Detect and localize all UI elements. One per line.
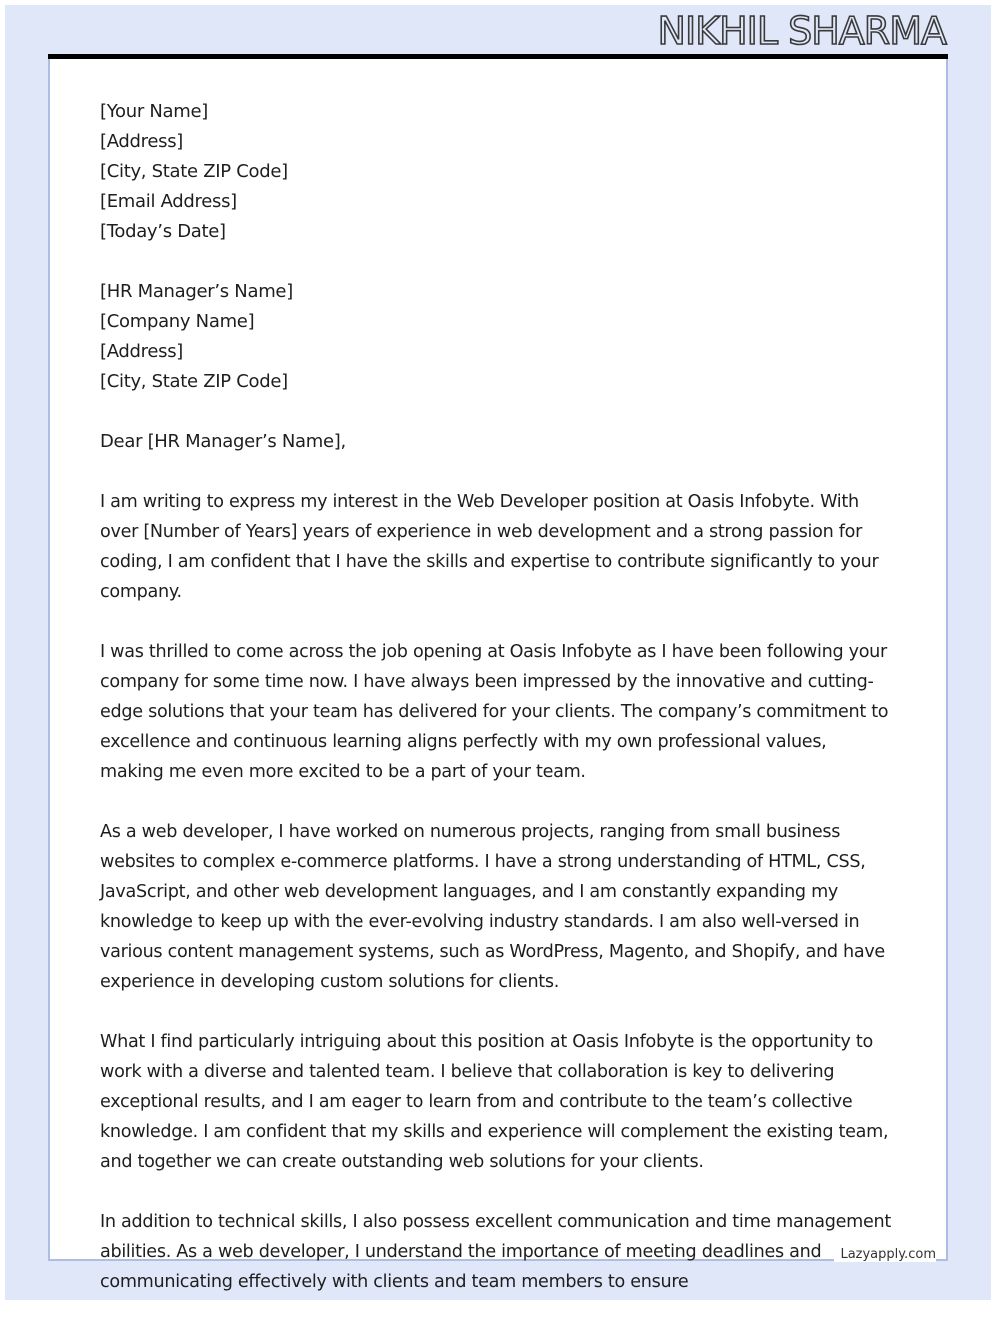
recipient-address: [Address] xyxy=(100,341,184,362)
paragraph-experience: As a web developer, I have worked on numerous projects, ranging from small business websites to complex e-commerce platforms. I have a strong understanding of HTML, CSS, JavaScript, and other web development languages, and I am constantly expanding my knowledge to keep up with the ever-evolving industry standards. I am also well-versed in various content management systems, such as WordPress, Magento, and Shopify, and have experience in developing custom solutions for clients. xyxy=(100,822,885,992)
spacer xyxy=(100,397,900,427)
header-name: NIKHIL SHARMA xyxy=(657,9,946,53)
sender-city: [City, State ZIP Code] xyxy=(100,161,288,182)
paragraph-company: I was thrilled to come across the job opening at Oasis Infobyte as I have been following your company for some time now. I have always been impressed by the innovative and cutting-edge solutions that your team has delivered for your clients. The company’s commitment to excellence and continuous learning aligns perfectly with my own professional values, making me even more excited to be a part of your team. xyxy=(100,642,889,782)
cover-letter-body xyxy=(100,97,900,1327)
paragraph-skills: In addition to technical skills, I also possess excellent communication and time management abilities. As a web developer, I understand the importance of meeting deadlines and communicating effectively with clients and team members to ensure xyxy=(100,1212,891,1292)
paragraph-team: What I find particularly intriguing about this position at Oasis Infobyte is the opportunity to work with a diverse and talented team. I believe that collaboration is key to delivering exceptional results, and I am eager to learn from and contribute to the team’s collective knowledge. I am confident that my skills and experience will complement the existing team, and together we can create outstanding web solutions for your clients. xyxy=(100,1032,889,1172)
sender-name: [Your Name] xyxy=(100,101,208,122)
recipient-company: [Company Name] xyxy=(100,311,255,332)
spacer xyxy=(100,247,900,277)
letter-date: [Today’s Date] xyxy=(100,221,226,242)
sender-email: [Email Address] xyxy=(100,191,237,212)
salutation: Dear [HR Manager’s Name], xyxy=(100,431,346,452)
sender-address: [Address] xyxy=(100,131,184,152)
recipient-city: [City, State ZIP Code] xyxy=(100,371,288,392)
watermark-link[interactable]: Lazyapply.com xyxy=(834,1247,936,1262)
paragraph-intro: I am writing to express my interest in the Web Developer position at Oasis Infobyte. With over [Number of Years] years of experience in web development and a strong passion for coding, I am confident that I have the skills and expertise to contribute significantly to your company. xyxy=(100,492,879,602)
recipient-manager: [HR Manager’s Name] xyxy=(100,281,293,302)
spacer xyxy=(100,457,900,487)
